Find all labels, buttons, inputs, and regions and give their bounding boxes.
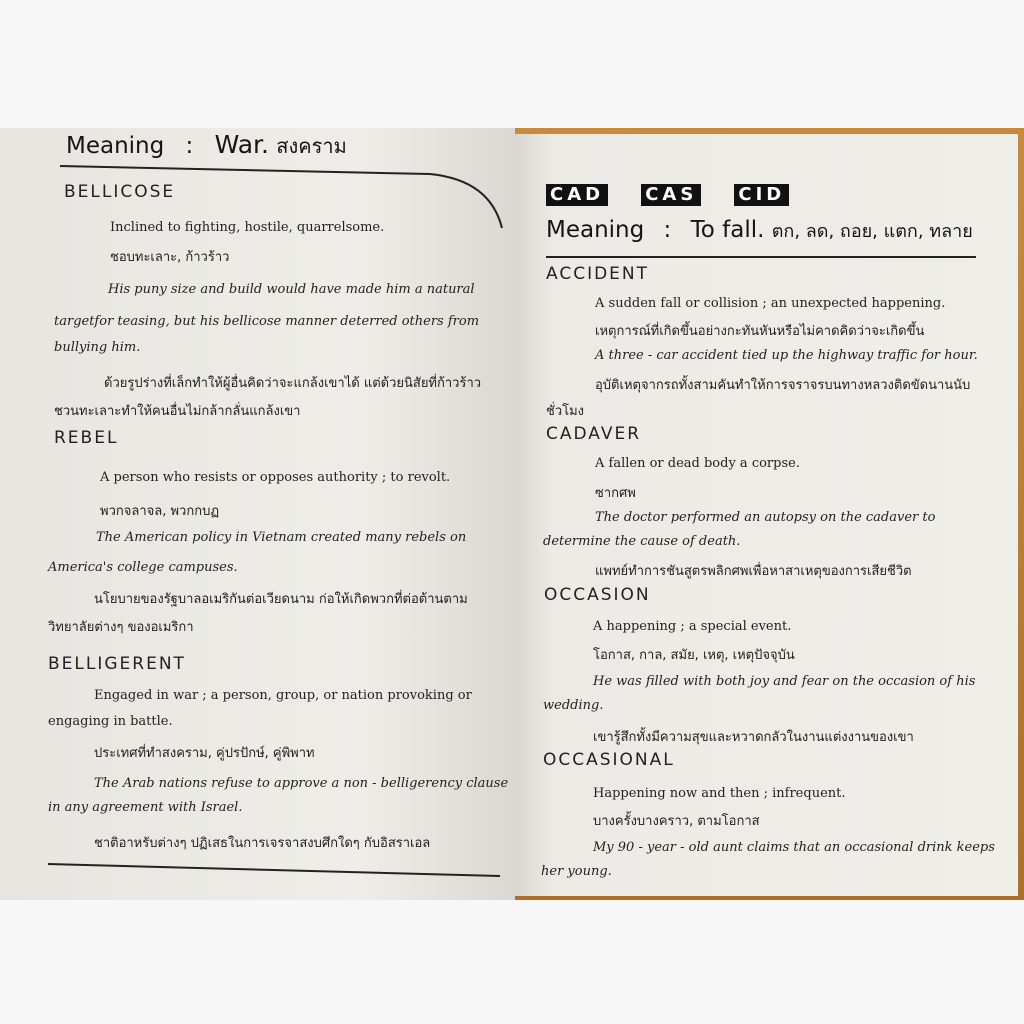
entry-thai: ประเทศที่ทำสงคราม, คู่ปรปักษ์, คู่พิพาท	[94, 746, 315, 761]
example-line: The doctor performed an autopsy on the cadaver to	[595, 510, 936, 525]
entry-thai: พวกจลาจล, พวกกบฏ	[100, 504, 220, 519]
entry-definition: A sudden fall or collision ; an unexpected happening.	[595, 296, 946, 311]
example-line: America's college campuses.	[48, 560, 238, 575]
entry-thai: บางครั้งบางคราว, ตามโอกาส	[593, 814, 760, 829]
thai-example-line: แพทย์ทำการชันสูตรพลิกศพเพื่อหาสาเหตุของการเสียชีวิต	[595, 564, 912, 579]
entry-definition: A fallen or dead body a corpse.	[595, 456, 800, 471]
entry-definition: engaging in battle.	[48, 714, 173, 729]
left-page	[0, 128, 515, 900]
root-words	[546, 184, 789, 206]
meaning-label: Meaning	[546, 217, 645, 243]
entry-definition: Happening now and then ; infrequent.	[593, 786, 846, 801]
thai-example-line: อุบัติเหตุจากรถทั้งสามคันทำให้การจราจรบนทางหลวงติดขัดนานนับ	[595, 378, 971, 393]
root-cas: CAS	[641, 184, 701, 206]
example-line: A three - car accident tied up the highway traffic for hour.	[595, 348, 978, 363]
example-line: The Arab nations refuse to approve a non - belligerency clause	[94, 776, 509, 791]
root-cid: CID	[734, 184, 789, 206]
heading-thai: ตก, ลด, ถอย, แตก, ทลาย	[771, 221, 973, 242]
thai-example-line: ชั่วโมง	[546, 404, 585, 419]
example-line: He was filled with both joy and fear on the occasion of his	[593, 674, 976, 689]
entry-word: OCCASIONAL	[543, 750, 675, 770]
example-line: determine the cause of death.	[543, 534, 741, 549]
example-line: targetfor teasing, but his bellicose manner deterred others from	[54, 314, 480, 329]
entry-word: BELLIGERENT	[48, 654, 186, 674]
thai-example-line: เขารู้สึกทั้งมีความสุขและหวาดกลัวในงานแต่งงานของเขา	[593, 730, 914, 745]
entry-thai: โอกาส, กาล, สมัย, เหตุ, เหตุปัจจุบัน	[593, 648, 795, 663]
example-line: her young.	[541, 864, 612, 879]
example-line: bullying him.	[54, 340, 141, 355]
entry-definition: Engaged in war ; a person, group, or nation provoking or	[94, 688, 472, 703]
entry-thai: ชอบทะเลาะ, ก้าวร้าว	[110, 250, 230, 265]
entry-definition: A person who resists or opposes authority ; to revolt.	[100, 470, 451, 485]
heading-rule	[546, 256, 976, 258]
entry-thai: เหตุการณ์ที่เกิดขึ้นอย่างกะทันหันหรือไม่คาดคิดว่าจะเกิดขึ้น	[595, 324, 925, 339]
entry-definition: A happening ; a special event.	[593, 619, 792, 634]
entry-word: ACCIDENT	[546, 264, 650, 284]
heading-word: War.	[214, 130, 269, 159]
heading-word: To fall.	[690, 217, 765, 243]
entry-thai: ซากศพ	[595, 486, 636, 501]
thai-example-line: นโยบายของรัฐบาลอเมริกันต่อเวียดนาม ก่อให้เกิดพวกที่ต่อต้านตาม	[94, 592, 468, 607]
entry-word: BELLICOSE	[64, 182, 176, 202]
entry-word: CADAVER	[546, 424, 642, 444]
thai-example-line: วิทยาลัยต่างๆ ของอเมริกา	[48, 620, 194, 635]
example-line: My 90 - year - old aunt claims that an occasional drink keeps	[593, 840, 995, 855]
example-line: The American policy in Vietnam created many rebels on	[96, 530, 467, 545]
right-page	[513, 134, 1018, 896]
example-line: wedding.	[543, 698, 604, 713]
example-line: in any agreement with Israel.	[48, 800, 243, 815]
meaning-label: Meaning	[66, 133, 165, 159]
root-cad: CAD	[546, 184, 608, 206]
right-heading	[546, 216, 973, 245]
heading-thai: สงคราม	[276, 134, 347, 158]
entry-definition: Inclined to fighting, hostile, quarrelsome.	[110, 220, 385, 235]
heading-colon: :	[185, 133, 194, 159]
heading-colon: :	[663, 217, 672, 243]
thai-example-line: ชาติอาหรับต่างๆ ปฏิเสธในการเจรจาสงบศึกใดๆ กับอิสราเอล	[94, 836, 431, 851]
thai-example-line: ด้วยรูปร่างที่เล็กทำให้ผู้อื่นคิดว่าจะแกล้งเขาได้ แต่ด้วยนิสัยที่ก้าวร้าว	[104, 376, 482, 391]
thai-example-line: ชวนทะเลาะทำให้คนอื่นไม่กล้ากลั่นแกล้งเขา	[54, 404, 301, 419]
entry-word: OCCASION	[544, 585, 651, 605]
entry-word: REBEL	[54, 428, 119, 448]
example-line: His puny size and build would have made him a natural	[108, 282, 475, 297]
